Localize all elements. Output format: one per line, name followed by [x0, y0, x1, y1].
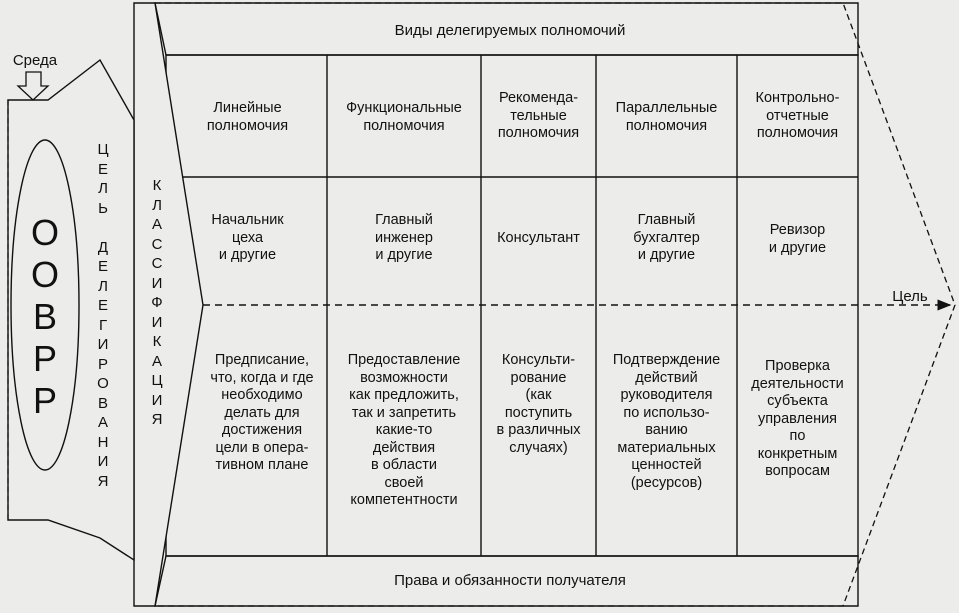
classification-letter: С [151, 235, 163, 253]
delegation-goal-letter: В [97, 394, 108, 412]
classification-letter: Л [152, 196, 162, 214]
holder-auditor: Ревизор и другие [768, 222, 827, 256]
classification-letter: С [151, 255, 163, 272]
classification-letter: И [151, 274, 163, 292]
subject-letter: О [30, 212, 59, 253]
classification-letter: И [151, 391, 163, 409]
holder-consultant: Консультант [497, 230, 580, 246]
classification-letter: А [151, 216, 162, 233]
authority-control: Контрольно- отчетные полномочия [755, 90, 840, 141]
subject-letter: Р [32, 380, 57, 421]
holder-shop-chief: Начальник цеха и другие [211, 212, 284, 263]
rights-linear: Предписание, что, когда и где необходимо делать для достижения цели в опера- тивном плане [210, 352, 314, 473]
classification-letter: Я [151, 411, 163, 428]
rights-functional: Предоставление возможности как предложить, так и запретить какие-то действия в области своей компетентности [347, 352, 461, 508]
delegation-goal-label [92, 140, 114, 491]
rights-control: Проверка деятельности субъекта управления по конкретным вопросам [751, 358, 844, 479]
subject-letter: В [32, 296, 57, 337]
classification-label [146, 176, 168, 430]
environment-label: Среда [12, 52, 58, 69]
delegation-goal-letter: Л [98, 277, 108, 295]
delegation-goal-letter: Ь [98, 199, 108, 217]
rights-parallel: Подтверждение действий руководителя по использо- ванию материальных ценностей (ресурсов) [612, 352, 721, 491]
delegation-goal-letter: Д [97, 238, 109, 256]
delegation-goal-letter: Н [97, 433, 109, 451]
delegation-goal-letter: Я [97, 472, 109, 490]
environment-arrow-icon [18, 72, 48, 100]
delegation-goal-letter [92, 218, 114, 238]
delegation-goal-letter: Е [97, 297, 108, 314]
delegation-goal-letter: А [97, 414, 108, 431]
top-header: Виды делегируемых полномочий [394, 22, 626, 39]
delegation-goal-letter: И [97, 453, 109, 470]
bottom-footer: Права и обязанности получателя [394, 572, 626, 589]
authority-advisory: Рекоменда- тельные полномочия [497, 90, 580, 141]
delegation-goal-letter: Ц [97, 141, 109, 158]
classification-letter: Ф [151, 294, 163, 311]
subject-letter: Р [32, 338, 57, 379]
classification-funnel [134, 3, 203, 606]
holder-chief-engineer: Главный инженер и другие [374, 212, 433, 263]
delegation-goal-letter: Р [97, 355, 108, 373]
classification-letter: К [152, 177, 162, 194]
classification-letter: К [152, 333, 162, 350]
rights-advisory: Консульти- рование (как поступить в различных случаях) [496, 352, 581, 456]
authority-functional: Функциональные полномочия [346, 100, 462, 134]
holder-chief-accountant: Главный бухгалтер и другие [633, 212, 700, 263]
delegation-goal-letter: Е [97, 160, 108, 178]
authority-linear: Линейные полномочия [206, 100, 289, 134]
classification-letter: И [151, 313, 163, 331]
delegation-goal-letter: О [97, 375, 109, 392]
subject-letter: О [30, 254, 59, 295]
delegation-goal-letter: И [97, 336, 109, 353]
authority-parallel: Параллельные полномочия [615, 100, 718, 134]
delegation-goal-letter: Л [98, 180, 108, 197]
classification-letter: А [151, 352, 162, 370]
delegation-goal-letter: Е [97, 258, 108, 275]
delegation-goal-letter: Г [98, 316, 108, 334]
goal-arrow-label: Цель [892, 288, 928, 305]
classification-letter: Ц [151, 372, 163, 389]
subject-label [27, 212, 63, 422]
